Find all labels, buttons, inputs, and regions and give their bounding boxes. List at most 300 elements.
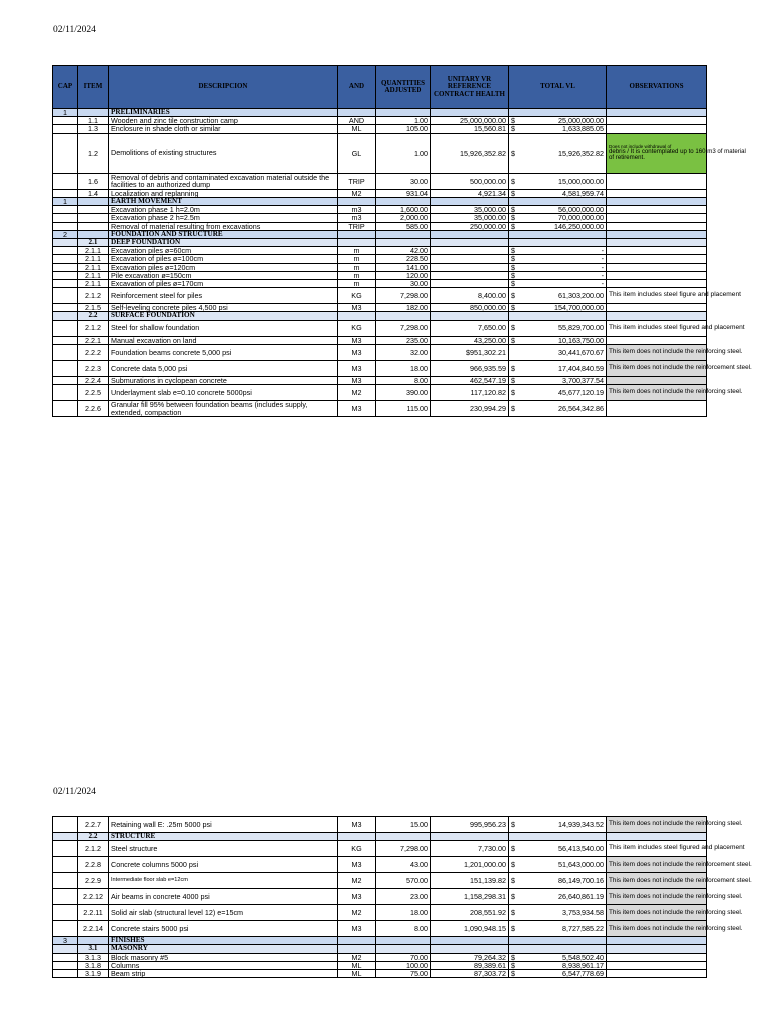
- unit-price-cell: 1,201,000.00: [431, 857, 509, 873]
- quantity-cell: 8.00: [376, 376, 431, 384]
- table-row: [53, 360, 707, 376]
- description-cell: Steel for shallow foundation: [109, 320, 338, 336]
- unit-price-cell: 8,400.00: [431, 288, 509, 304]
- description-cell: Beam strip: [109, 970, 338, 978]
- currency-cell: [509, 945, 521, 953]
- unit-cell: KG: [338, 288, 376, 304]
- total-cell: 25,000,000.00: [521, 117, 607, 125]
- currency-cell: $: [509, 376, 521, 384]
- unit-price-cell: 7,650.00: [431, 320, 509, 336]
- unit-cell: M3: [338, 336, 376, 344]
- observations-cell: [607, 173, 707, 189]
- item-cell: 1.6: [78, 173, 109, 189]
- table-header-row: [53, 66, 707, 109]
- total-cell: 8,938,961.17: [521, 961, 607, 969]
- currency-cell: $: [509, 921, 521, 937]
- table-row: [53, 336, 707, 344]
- unit-price-cell: 500,000.00: [431, 173, 509, 189]
- table-row: [53, 921, 707, 937]
- total-cell: 45,677,120.19: [521, 384, 607, 400]
- quantity-cell: 105.00: [376, 125, 431, 133]
- currency-cell: $: [509, 189, 521, 197]
- total-cell: -: [521, 279, 607, 287]
- cap-cell: [53, 857, 78, 873]
- col-unit: AND: [338, 66, 376, 109]
- item-cell: 2.2.2: [78, 344, 109, 360]
- total-cell: [521, 230, 607, 238]
- currency-cell: $: [509, 304, 521, 312]
- section-row: [53, 937, 707, 945]
- quantity-cell: 30.00: [376, 173, 431, 189]
- currency-cell: $: [509, 288, 521, 304]
- currency-cell: $: [509, 206, 521, 214]
- item-cell: 1.1: [78, 117, 109, 125]
- table-row: [53, 817, 707, 833]
- description-cell: EARTH MOVEMENT: [109, 197, 338, 205]
- description-cell: Excavation of piles ø=170cm: [109, 279, 338, 287]
- description-cell: Manual excavation on land: [109, 336, 338, 344]
- unit-price-cell: 850,000.00: [431, 304, 509, 312]
- cap-cell: [53, 889, 78, 905]
- description-cell: Reinforcement steel for piles: [109, 288, 338, 304]
- item-cell: 2.2: [78, 312, 109, 320]
- total-cell: [521, 937, 607, 945]
- table-row: [53, 344, 707, 360]
- item-cell: 2.1: [78, 238, 109, 246]
- unit-cell: M2: [338, 905, 376, 921]
- total-cell: -: [521, 255, 607, 263]
- observations-cell: [607, 238, 707, 246]
- total-cell: 3,700,377.54: [521, 376, 607, 384]
- total-cell: 86,149,700.16: [521, 873, 607, 889]
- table-row: [53, 255, 707, 263]
- cap-cell: [53, 288, 78, 304]
- unit-cell: M3: [338, 344, 376, 360]
- observations-cell: This item does not include the reinforcing steel.: [607, 817, 707, 833]
- unit-price-cell: 230,994.29: [431, 400, 509, 416]
- unit-cell: ML: [338, 970, 376, 978]
- item-cell: 2.1.2: [78, 288, 109, 304]
- unit-cell: m: [338, 263, 376, 271]
- currency-cell: $: [509, 173, 521, 189]
- quantity-cell: 931.04: [376, 189, 431, 197]
- table-row: [53, 889, 707, 905]
- item-cell: 2.2.3: [78, 360, 109, 376]
- description-cell: Concrete data 5,000 psi: [109, 360, 338, 376]
- quantity-cell: [376, 833, 431, 841]
- total-cell: 4,581,959.74: [521, 189, 607, 197]
- item-cell: 3.1.9: [78, 970, 109, 978]
- currency-cell: [509, 833, 521, 841]
- unit-price-cell: 4,921.34: [431, 189, 509, 197]
- currency-cell: [509, 937, 521, 945]
- cap-cell: [53, 214, 78, 222]
- currency-cell: $: [509, 360, 521, 376]
- quantity-cell: 141.00: [376, 263, 431, 271]
- description-cell: Demolitions of existing structures: [109, 133, 338, 173]
- quantity-cell: 18.00: [376, 360, 431, 376]
- table-row: [53, 279, 707, 287]
- table-body: [53, 817, 752, 979]
- quantity-cell: 585.00: [376, 222, 431, 230]
- unit-price-cell: [431, 279, 509, 287]
- item-cell: 2.1.1: [78, 279, 109, 287]
- unit-cell: M3: [338, 857, 376, 873]
- quantity-cell: 570.00: [376, 873, 431, 889]
- total-cell: 26,564,342.86: [521, 400, 607, 416]
- currency-cell: $: [509, 384, 521, 400]
- description-cell: Submurations in cyclopean concrete: [109, 376, 338, 384]
- unit-price-cell: [431, 833, 509, 841]
- item-cell: 2.2.6: [78, 400, 109, 416]
- description-cell: Steel structure: [109, 841, 338, 857]
- item-cell: [78, 197, 109, 205]
- unit-cell: [338, 312, 376, 320]
- cap-cell: [53, 133, 78, 173]
- item-cell: 2.2.4: [78, 376, 109, 384]
- cap-cell: [53, 312, 78, 320]
- currency-cell: $: [509, 125, 521, 133]
- unit-price-cell: [431, 230, 509, 238]
- unit-cell: [338, 937, 376, 945]
- cap-cell: [53, 336, 78, 344]
- total-cell: -: [521, 263, 607, 271]
- currency-cell: [509, 230, 521, 238]
- item-cell: 2.1.1: [78, 255, 109, 263]
- quantity-cell: 32.00: [376, 344, 431, 360]
- item-cell: 2.1.1: [78, 247, 109, 255]
- description-cell: PRELIMINARIES: [109, 109, 338, 117]
- item-cell: [78, 206, 109, 214]
- unit-cell: M3: [338, 304, 376, 312]
- description-cell: Excavation piles ø=120cm: [109, 263, 338, 271]
- cap-cell: [53, 304, 78, 312]
- description-cell: Intermediate floor slab e=12cm: [109, 873, 338, 889]
- unit-cell: TRIP: [338, 173, 376, 189]
- currency-cell: [509, 344, 521, 360]
- observations-cell: This item includes steel figured and placement: [607, 841, 707, 857]
- unit-price-cell: 117,120.82: [431, 384, 509, 400]
- observations-cell: This item includes steel figure and placement: [607, 288, 707, 304]
- cap-cell: [53, 833, 78, 841]
- description-cell: Enclosure in shade cloth or similar: [109, 125, 338, 133]
- unit-price-cell: $951,302.21: [431, 344, 509, 360]
- unit-cell: M2: [338, 384, 376, 400]
- observation-note-small: Does not include withdrawal of: [609, 143, 672, 149]
- currency-cell: $: [509, 400, 521, 416]
- unit-cell: AND: [338, 117, 376, 125]
- item-cell: 1.2: [78, 133, 109, 173]
- cap-cell: [53, 905, 78, 921]
- currency-cell: $: [509, 889, 521, 905]
- item-cell: 2.2.8: [78, 857, 109, 873]
- description-cell: Excavation phase 2 h=2.5m: [109, 214, 338, 222]
- budget-table-page1: [52, 65, 752, 417]
- total-cell: 10,163,750.00: [521, 336, 607, 344]
- description-cell: Excavation of piles ø=100cm: [109, 255, 338, 263]
- total-cell: 56,000,000.00: [521, 206, 607, 214]
- observations-cell: This item does not include the reinforcement steel.: [607, 873, 707, 889]
- observations-cell: This item does not include the reinforcing steel.: [607, 905, 707, 921]
- table-body: [53, 108, 752, 417]
- observations-cell: [607, 214, 707, 222]
- description-cell: Excavation piles ø=60cm: [109, 247, 338, 255]
- description-cell: Underlayment slab e=0.10 concrete 5000psi: [109, 384, 338, 400]
- total-cell: 15,926,352.82: [521, 133, 607, 173]
- observations-cell: [607, 312, 707, 320]
- observations-cell: [607, 400, 707, 416]
- total-cell: [521, 945, 607, 953]
- quantity-cell: 15.00: [376, 817, 431, 833]
- unit-cell: [338, 230, 376, 238]
- item-cell: 2.2.11: [78, 905, 109, 921]
- description-cell: Wooden and zinc tile construction camp: [109, 117, 338, 125]
- total-cell: 6,547,778.69: [521, 970, 607, 978]
- cap-cell: [53, 970, 78, 978]
- table-row: [53, 905, 707, 921]
- unit-price-cell: [431, 937, 509, 945]
- subsection-row: [53, 833, 707, 841]
- cap-cell: [53, 961, 78, 969]
- quantity-cell: 43.00: [376, 857, 431, 873]
- total-cell: 55,829,700.00: [521, 320, 607, 336]
- cap-cell: [53, 271, 78, 279]
- quantity-cell: 8.00: [376, 921, 431, 937]
- currency-cell: $: [509, 214, 521, 222]
- total-cell: 30,441,670.67: [521, 344, 607, 360]
- description-cell: DEEP FOUNDATION: [109, 238, 338, 246]
- observations-cell: This item does not include the reinforcing steel.: [607, 384, 707, 400]
- unit-price-cell: 79,264.32: [431, 953, 509, 961]
- currency-cell: $: [509, 873, 521, 889]
- unit-cell: KG: [338, 841, 376, 857]
- quantity-cell: 1,600.00: [376, 206, 431, 214]
- currency-cell: $: [509, 905, 521, 921]
- unit-cell: [338, 945, 376, 953]
- quantity-cell: 7,298.00: [376, 841, 431, 857]
- observations-cell: [607, 279, 707, 287]
- page1-date: 02/11/2024: [53, 25, 96, 35]
- item-cell: 3.1.3: [78, 953, 109, 961]
- item-cell: 2.2.9: [78, 873, 109, 889]
- quantity-cell: 70.00: [376, 953, 431, 961]
- unit-cell: TRIP: [338, 222, 376, 230]
- cap-cell: 2: [53, 230, 78, 238]
- quantity-cell: 30.00: [376, 279, 431, 287]
- unit-cell: M3: [338, 921, 376, 937]
- cap-cell: [53, 263, 78, 271]
- currency-cell: $: [509, 961, 521, 969]
- subsection-row: [53, 945, 707, 953]
- unit-price-cell: 43,250.00: [431, 336, 509, 344]
- cap-cell: [53, 125, 78, 133]
- description-cell: Concrete columns 5000 psi: [109, 857, 338, 873]
- col-description: DESCRIPCION: [109, 66, 338, 109]
- observations-cell: This item does not include the reinforcing steel.: [607, 889, 707, 905]
- table-row: [53, 173, 707, 189]
- unit-cell: ML: [338, 125, 376, 133]
- item-cell: 2.2.14: [78, 921, 109, 937]
- observations-cell: This item does not include the reinforcing steel.: [607, 921, 707, 937]
- item-cell: 2.2.7: [78, 817, 109, 833]
- unit-price-cell: 966,935.59: [431, 360, 509, 376]
- observations-cell: [607, 304, 707, 312]
- currency-cell: $: [509, 953, 521, 961]
- unit-cell: ML: [338, 961, 376, 969]
- quantity-cell: [376, 230, 431, 238]
- unit-price-cell: 15,926,352.82: [431, 133, 509, 173]
- quantity-cell: 228.50: [376, 255, 431, 263]
- cap-cell: [53, 953, 78, 961]
- table-row: [53, 961, 707, 969]
- unit-price-cell: [431, 271, 509, 279]
- cap-cell: [53, 279, 78, 287]
- unit-price-cell: [431, 263, 509, 271]
- quantity-cell: 7,298.00: [376, 288, 431, 304]
- currency-cell: $: [509, 817, 521, 833]
- item-cell: 1.4: [78, 189, 109, 197]
- item-cell: 2.1.2: [78, 320, 109, 336]
- unit-cell: M2: [338, 953, 376, 961]
- total-cell: -: [521, 247, 607, 255]
- table-row: [53, 953, 707, 961]
- description-cell: Removal of debris and contaminated excavation material outside the facilities to an authorized dump: [109, 173, 338, 189]
- table-row: [53, 320, 707, 336]
- quantity-cell: 7,298.00: [376, 320, 431, 336]
- total-cell: [521, 833, 607, 841]
- unit-cell: M2: [338, 873, 376, 889]
- unit-cell: [338, 833, 376, 841]
- observations-cell: [607, 189, 707, 197]
- unit-price-cell: 208,551.92: [431, 905, 509, 921]
- quantity-cell: [376, 937, 431, 945]
- observations-cell: This item does not include the reinforcement steel.: [607, 360, 707, 376]
- currency-cell: $: [509, 970, 521, 978]
- observations-cell: This item does not include the reinforcing steel.: [607, 344, 707, 360]
- observations-cell: [607, 271, 707, 279]
- unit-price-cell: [431, 255, 509, 263]
- unit-cell: m: [338, 279, 376, 287]
- cap-cell: [53, 873, 78, 889]
- cap-cell: [53, 173, 78, 189]
- quantity-cell: 42.00: [376, 247, 431, 255]
- total-cell: 51,643,000.00: [521, 857, 607, 873]
- description-cell: SURFACE FOUNDATION: [109, 312, 338, 320]
- item-cell: 1.3: [78, 125, 109, 133]
- currency-cell: $: [509, 117, 521, 125]
- currency-cell: $: [509, 841, 521, 857]
- total-cell: 146,250,000.00: [521, 222, 607, 230]
- table-row: [53, 125, 707, 133]
- cap-cell: [53, 400, 78, 416]
- observations-cell: [607, 206, 707, 214]
- total-cell: -: [521, 271, 607, 279]
- currency-cell: $: [509, 320, 521, 336]
- unit-cell: m3: [338, 214, 376, 222]
- total-cell: 3,753,934.58: [521, 905, 607, 921]
- unit-price-cell: [431, 238, 509, 246]
- description-cell: Excavation phase 1 h=2.0m: [109, 206, 338, 214]
- description-cell: Pile excavation ø=150cm: [109, 271, 338, 279]
- unit-price-cell: [431, 945, 509, 953]
- cap-cell: [53, 344, 78, 360]
- description-cell: Retaining wall E: .25m 5000 psi: [109, 817, 338, 833]
- cap-cell: [53, 945, 78, 953]
- unit-price-cell: 1,090,948.15: [431, 921, 509, 937]
- observations-cell: [607, 263, 707, 271]
- total-cell: 8,727,585.22: [521, 921, 607, 937]
- cap-cell: [53, 841, 78, 857]
- total-cell: 70,000,000.00: [521, 214, 607, 222]
- total-cell: 14,939,343.52: [521, 817, 607, 833]
- col-item: ITEM: [78, 66, 109, 109]
- item-cell: [78, 214, 109, 222]
- description-cell: STRUCTURE: [109, 833, 338, 841]
- description-cell: Concrete stairs 5000 psi: [109, 921, 338, 937]
- unit-cell: M3: [338, 817, 376, 833]
- description-cell: Block masonry #5: [109, 953, 338, 961]
- currency-cell: $: [509, 255, 521, 263]
- currency-cell: $: [509, 279, 521, 287]
- currency-cell: $: [509, 222, 521, 230]
- unit-price-cell: 462,547.19: [431, 376, 509, 384]
- observation-note: debris / It is contemplated up to 160 m3 of material: [609, 148, 746, 156]
- unit-price-cell: 35,000.00: [431, 214, 509, 222]
- table-row: [53, 133, 707, 173]
- item-cell: 2.1.5: [78, 304, 109, 312]
- total-cell: 15,000,000.00: [521, 173, 607, 189]
- currency-cell: $: [509, 133, 521, 173]
- observations-cell: [607, 117, 707, 125]
- item-cell: 2.2: [78, 833, 109, 841]
- description-cell: FOUNDATION AND STRUCTURE: [109, 230, 338, 238]
- observations-cell: [607, 255, 707, 263]
- total-cell: 61,303,200.00: [521, 288, 607, 304]
- unit-cell: KG: [338, 320, 376, 336]
- quantity-cell: 18.00: [376, 905, 431, 921]
- quantity-cell: 390.00: [376, 384, 431, 400]
- unit-cell: M2: [338, 189, 376, 197]
- currency-cell: $: [509, 336, 521, 344]
- table-row: [53, 376, 707, 384]
- table-row: [53, 214, 707, 222]
- quantity-cell: 120.00: [376, 271, 431, 279]
- observations-cell: [607, 109, 707, 117]
- unit-price-cell: 89,389.61: [431, 961, 509, 969]
- observations-cell: [607, 961, 707, 969]
- observations-cell: [607, 125, 707, 133]
- col-unit-price: UNITARY VR REFERENCE CONTRACT HEALTH: [431, 66, 509, 109]
- observations-cell: [607, 230, 707, 238]
- budget-table-page2: [52, 816, 752, 979]
- total-cell: [521, 238, 607, 246]
- cap-cell: [53, 817, 78, 833]
- item-cell: 2.2.5: [78, 384, 109, 400]
- description-cell: Air beams in concrete 4000 psi: [109, 889, 338, 905]
- unit-cell: m: [338, 247, 376, 255]
- cap-cell: 1: [53, 109, 78, 117]
- description-cell: Removal of material resulting from excavations: [109, 222, 338, 230]
- quantity-cell: 2,000.00: [376, 214, 431, 222]
- table-row: [53, 288, 707, 304]
- col-quantities: QUANTITIES ADJUSTED: [376, 66, 431, 109]
- quantity-cell: [376, 945, 431, 953]
- description-cell: Solid air slab (structural level 12) e=15cm: [109, 905, 338, 921]
- item-cell: 3.1.8: [78, 961, 109, 969]
- cap-cell: [53, 320, 78, 336]
- cap-cell: [53, 247, 78, 255]
- col-cap: CAP: [53, 66, 78, 109]
